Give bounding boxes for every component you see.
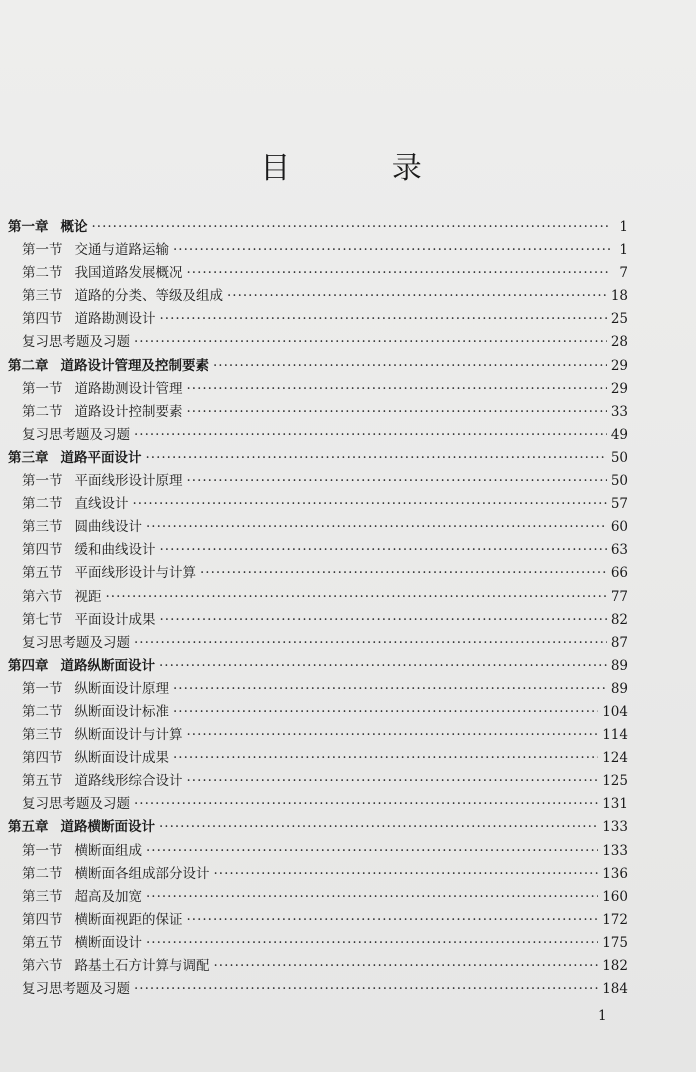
toc-entry-page: 29 — [610, 380, 628, 397]
toc-entry-page: 131 — [602, 796, 628, 813]
toc-section-row[interactable] — [0, 562, 628, 585]
toc-entry-label — [0, 378, 183, 401]
toc-leader-dots — [200, 562, 607, 585]
toc-entry-page: 133 — [602, 842, 628, 859]
toc-section-row[interactable] — [0, 747, 628, 770]
toc-entry-label — [0, 308, 156, 331]
toc-entry-label — [0, 331, 130, 354]
toc-entry-label — [0, 793, 130, 816]
toc-chapter-row[interactable] — [0, 355, 628, 378]
toc-section-row[interactable] — [0, 516, 628, 539]
toc-section-row[interactable] — [0, 863, 628, 886]
toc-entry-page: 63 — [610, 542, 628, 559]
toc-leader-dots — [146, 886, 598, 909]
toc-entry-number: 第四节 — [22, 911, 63, 928]
toc-leader-dots — [187, 378, 607, 401]
toc-entry-title: 道路设计管理及控制要素 — [60, 357, 209, 374]
toc-entry-number: 第三章 — [8, 449, 49, 466]
toc-entry-number: 第五节 — [22, 934, 63, 951]
toc-section-row[interactable] — [0, 840, 628, 863]
toc-entry-page: 114 — [602, 727, 628, 744]
toc-section-row[interactable] — [0, 378, 628, 401]
toc-entry-title: 概论 — [60, 219, 88, 235]
toc-entry-number: 第四节 — [22, 750, 63, 767]
toc-section-row[interactable] — [0, 724, 628, 747]
toc-leader-dots — [160, 609, 607, 632]
toc-entry-label — [0, 239, 169, 262]
toc-chapter-row[interactable] — [0, 655, 628, 678]
toc-entry-number: 第二节 — [22, 403, 63, 420]
toc-entry-title: 平面线形设计与计算 — [74, 565, 196, 582]
toc-leader-dots — [134, 632, 607, 655]
toc-entry-page: 124 — [602, 750, 628, 767]
toc-entry-page: 49 — [610, 426, 628, 443]
toc-leader-dots — [173, 678, 607, 701]
toc-entry-label — [0, 447, 142, 470]
toc-entry-page: 50 — [610, 473, 628, 490]
toc-entry-number: 第一章 — [8, 219, 49, 235]
toc-entry-title: 道路平面设计 — [60, 449, 142, 466]
toc-entry-number: 第一节 — [22, 680, 63, 697]
toc-entry-page: 57 — [610, 496, 628, 513]
toc-review-row[interactable] — [0, 331, 628, 354]
toc-section-row[interactable] — [0, 909, 628, 932]
toc-review-row[interactable] — [0, 978, 628, 1001]
toc-entry-label — [0, 909, 183, 932]
toc-entry-label — [0, 701, 169, 724]
toc-entry-title: 横断面设计 — [74, 934, 142, 951]
toc-leader-dots — [187, 724, 599, 747]
toc-leader-dots — [187, 401, 607, 424]
toc-entry-number: 第六节 — [22, 958, 63, 974]
toc-review-row[interactable] — [0, 632, 628, 655]
toc-leader-dots — [173, 701, 598, 724]
toc-entry-page: 60 — [610, 519, 628, 536]
toc-review-row[interactable] — [0, 424, 628, 447]
toc-entry-label — [0, 770, 183, 793]
toc-entry-label — [0, 955, 210, 978]
toc-entry-page: 125 — [602, 773, 628, 790]
toc-entry-title: 平面线形设计原理 — [74, 473, 183, 490]
toc-entry-title: 道路设计控制要素 — [74, 403, 183, 420]
toc-entry-title: 纵断面设计与计算 — [74, 727, 183, 744]
toc-chapter-row[interactable] — [0, 816, 628, 839]
toc-entry-label — [0, 516, 142, 539]
toc-entry-label — [0, 632, 130, 655]
toc-leader-dots — [187, 470, 607, 493]
toc-entry-title: 横断面视距的保证 — [74, 911, 183, 928]
toc-entry-label — [0, 586, 102, 609]
toc-entry-number: 第七节 — [22, 611, 63, 628]
toc-entry-label — [0, 932, 142, 955]
toc-entry-label — [0, 609, 156, 632]
toc-entry-label — [0, 886, 142, 909]
toc-entry-number: 第四节 — [22, 542, 63, 559]
toc-leader-dots — [146, 516, 607, 539]
toc-entry-page: 184 — [602, 981, 628, 998]
toc-entry-page: 77 — [610, 588, 628, 605]
toc-leader-dots — [159, 816, 598, 839]
toc-entry-number: 第六节 — [22, 588, 63, 605]
toc-section-row[interactable] — [0, 262, 628, 285]
toc-entry-page: 175 — [602, 934, 628, 951]
toc-entry-label — [0, 840, 142, 863]
toc-entry-title: 平面设计成果 — [74, 611, 156, 628]
toc-entry-title: 圆曲线设计 — [74, 519, 142, 536]
toc-section-row[interactable] — [0, 678, 628, 701]
toc-entry-page: 50 — [610, 449, 628, 466]
toc-entry-number: 第五章 — [8, 819, 49, 836]
toc-entry-title: 道路勘测设计管理 — [74, 380, 183, 397]
toc-section-row[interactable] — [0, 886, 628, 909]
toc-entry-page: 172 — [602, 911, 628, 928]
toc-entry-label — [0, 424, 130, 447]
toc-entry-label — [0, 216, 88, 239]
toc-entry-title: 复习思考题及习题 — [22, 334, 130, 351]
toc-leader-dots — [134, 793, 598, 816]
toc-entry-label — [0, 747, 169, 770]
toc-entry-label — [0, 493, 129, 516]
toc-leader-dots — [173, 239, 610, 262]
page-number: 1 — [598, 1008, 607, 1024]
toc-leader-dots — [133, 493, 607, 516]
toc-entry-number: 第一节 — [22, 242, 63, 259]
toc-leader-dots — [160, 539, 607, 562]
toc-entry-page: 29 — [610, 357, 628, 374]
toc-entry-label — [0, 863, 210, 886]
toc-entry-number: 第二节 — [22, 703, 63, 720]
toc-section-row[interactable] — [0, 285, 628, 308]
toc-section-row[interactable] — [0, 401, 628, 424]
toc-leader-dots — [187, 262, 611, 285]
toc-entry-page: 1 — [619, 242, 628, 259]
toc-leader-dots — [92, 216, 611, 239]
toc-entry-page: 7 — [619, 265, 628, 282]
toc-entry-number: 第四章 — [8, 657, 49, 674]
toc-entry-title: 交通与道路运输 — [74, 242, 169, 259]
toc-entry-number: 第一节 — [22, 842, 63, 859]
toc-section-row[interactable] — [0, 770, 628, 793]
toc-entry-number: 第三节 — [22, 288, 63, 305]
toc-entry-page: 104 — [602, 703, 628, 720]
toc-leader-dots — [187, 770, 599, 793]
toc-entry-page: 33 — [610, 403, 628, 420]
toc-entry-page: 66 — [610, 565, 628, 582]
toc-entry-number: 第三节 — [22, 888, 63, 905]
toc-leader-dots — [173, 747, 598, 770]
toc-entry-label — [0, 978, 130, 1001]
toc-leader-dots — [146, 932, 598, 955]
toc-entry-page: 133 — [602, 819, 628, 836]
toc-section-row[interactable] — [0, 701, 628, 724]
toc-entry-number: 第二章 — [8, 357, 49, 374]
toc-entry-title: 横断面组成 — [74, 842, 142, 859]
toc-entry-page: 28 — [610, 334, 628, 351]
toc-entry-label — [0, 355, 209, 378]
toc-section-row[interactable] — [0, 609, 628, 632]
toc-entry-page: 160 — [602, 888, 628, 905]
page-title: 目 录 — [260, 151, 468, 186]
toc-entry-title: 道路线形综合设计 — [74, 773, 183, 790]
toc-entry-number: 第五节 — [22, 773, 63, 790]
toc-entry-title: 道路勘测设计 — [74, 311, 156, 328]
toc-entry-title: 横断面各组成部分设计 — [74, 865, 210, 882]
toc-entry-page: 89 — [610, 657, 628, 674]
toc-review-row[interactable] — [0, 793, 628, 816]
toc-section-row[interactable] — [0, 470, 628, 493]
toc-leader-dots — [134, 331, 607, 354]
toc-section-row[interactable] — [0, 955, 628, 978]
toc-entry-page: 89 — [610, 680, 628, 697]
toc-entry-label — [0, 816, 155, 839]
toc-entry-title: 超高及加宽 — [74, 888, 142, 905]
toc-entry-label — [0, 539, 156, 562]
toc-entry-number: 第一节 — [22, 473, 63, 490]
toc-section-row[interactable] — [0, 493, 628, 516]
toc-entry-title: 缓和曲线设计 — [74, 542, 156, 559]
toc-entry-number: 第二节 — [22, 265, 63, 282]
toc-leader-dots — [134, 424, 607, 447]
toc-entry-number: 第一节 — [22, 380, 63, 397]
toc-leader-dots — [159, 655, 607, 678]
toc-entry-title: 直线设计 — [74, 496, 129, 513]
toc-entry-label — [0, 724, 183, 747]
toc-entry-label — [0, 285, 223, 308]
toc-entry-page: 87 — [610, 634, 628, 651]
toc-section-row[interactable] — [0, 932, 628, 955]
toc-entry-title: 纵断面设计成果 — [74, 750, 169, 767]
toc-entry-page: 25 — [610, 311, 628, 328]
toc-leader-dots — [146, 447, 607, 470]
toc-entry-page: 136 — [602, 865, 628, 882]
table-of-contents — [0, 216, 628, 1001]
toc-leader-dots — [134, 978, 598, 1001]
toc-entry-title: 道路纵断面设计 — [60, 657, 155, 674]
toc-entry-label — [0, 470, 183, 493]
toc-leader-dots — [227, 285, 607, 308]
toc-entry-label — [0, 401, 183, 424]
toc-entry-number: 第二节 — [22, 865, 63, 882]
toc-section-row[interactable] — [0, 539, 628, 562]
toc-chapter-row[interactable] — [0, 447, 628, 470]
toc-entry-title: 复习思考题及习题 — [22, 426, 130, 443]
toc-chapter-row[interactable] — [0, 216, 628, 239]
toc-entry-page: 18 — [610, 288, 628, 305]
toc-entry-label — [0, 262, 183, 285]
toc-entry-title: 道路的分类、等级及组成 — [74, 288, 223, 305]
toc-entry-title: 复习思考题及习题 — [22, 796, 130, 813]
toc-entry-page: 1 — [619, 219, 628, 235]
toc-section-row[interactable] — [0, 586, 628, 609]
toc-entry-number: 第三节 — [22, 519, 63, 536]
toc-entry-number: 第三节 — [22, 727, 63, 744]
toc-leader-dots — [146, 840, 598, 863]
toc-entry-title: 视距 — [74, 588, 102, 605]
toc-leader-dots — [106, 586, 607, 609]
toc-entry-title: 道路横断面设计 — [60, 819, 155, 836]
toc-section-row[interactable] — [0, 239, 628, 262]
toc-entry-title: 我国道路发展概况 — [74, 265, 183, 282]
toc-entry-title: 路基土石方计算与调配 — [74, 958, 210, 974]
toc-entry-page: 182 — [602, 958, 628, 974]
toc-entry-title: 纵断面设计原理 — [74, 680, 169, 697]
toc-entry-page: 82 — [610, 611, 628, 628]
toc-section-row[interactable] — [0, 308, 628, 331]
toc-leader-dots — [187, 909, 599, 932]
toc-entry-number: 第四节 — [22, 311, 63, 328]
toc-entry-label — [0, 678, 169, 701]
toc-leader-dots — [214, 863, 599, 886]
toc-entry-number: 第五节 — [22, 565, 63, 582]
toc-entry-title: 复习思考题及习题 — [22, 634, 130, 651]
toc-entry-title: 纵断面设计标准 — [74, 703, 169, 720]
toc-entry-title: 复习思考题及习题 — [22, 981, 130, 998]
toc-entry-number: 第二节 — [22, 496, 63, 513]
toc-entry-label — [0, 562, 196, 585]
toc-leader-dots — [213, 355, 607, 378]
toc-entry-label — [0, 655, 155, 678]
toc-leader-dots — [214, 955, 599, 978]
toc-leader-dots — [160, 308, 607, 331]
